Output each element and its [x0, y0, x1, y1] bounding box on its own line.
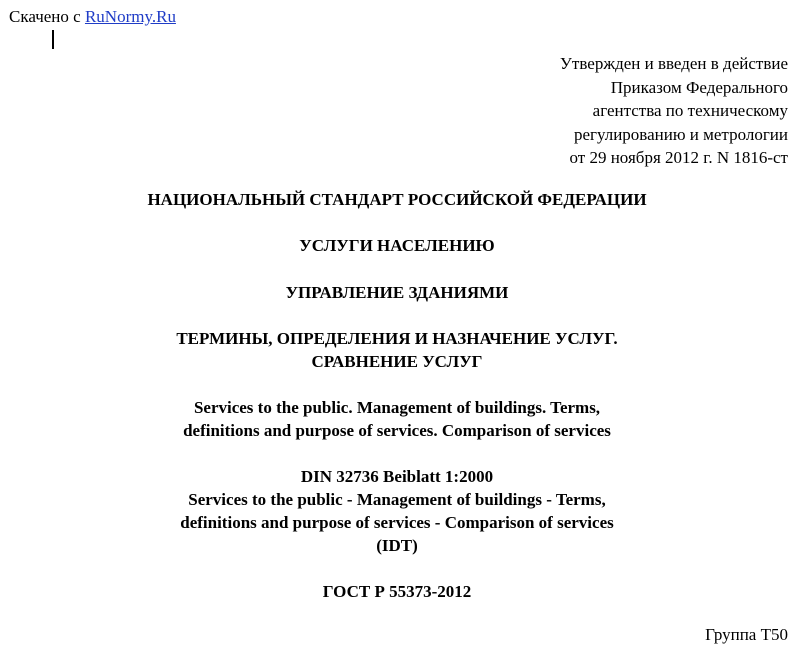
din-reference-line: definitions and purpose of services - Comparison of services	[180, 513, 614, 532]
subtitle-heading	[0, 281, 794, 304]
subject-heading	[0, 234, 794, 257]
english-title-line: Services to the public. Management of buildings. Terms,	[193, 398, 601, 417]
standard-type-text: НАЦИОНАЛЬНЫЙ СТАНДАРТ РОССИЙСКОЙ ФЕДЕРАЦИИ	[147, 190, 647, 209]
subtitle-text: УПРАВЛЕНИЕ ЗДАНИЯМИ	[285, 283, 509, 302]
document-title-line: ТЕРМИНЫ, ОПРЕДЕЛЕНИЯ И НАЗНАЧЕНИЕ УСЛУГ.	[176, 329, 618, 348]
gost-number	[0, 580, 794, 603]
din-reference	[0, 465, 794, 557]
document-title-line: СРАВНЕНИЕ УСЛУГ	[311, 352, 483, 371]
source-link[interactable]: RuNormy.Ru	[84, 7, 176, 26]
group-label: Группа Т50	[705, 625, 788, 644]
din-reference-line: (IDT)	[376, 536, 418, 555]
source-prefix: Скачено с	[9, 7, 81, 26]
din-reference-line: DIN 32736 Beiblatt 1:2000	[300, 467, 494, 486]
approval-line: регулированию и метрологии	[573, 124, 788, 144]
text-cursor	[52, 30, 54, 49]
approval-line: Утвержден и введен в действие	[559, 54, 788, 73]
english-title-line: definitions and purpose of services. Comparison of services	[183, 421, 611, 440]
din-reference-line: Services to the public - Management of buildings - Terms,	[188, 490, 606, 509]
subject-text: УСЛУГИ НАСЕЛЕНИЮ	[299, 236, 495, 255]
standard-type-heading	[0, 188, 794, 211]
approval-line: Приказом Федерального	[610, 77, 788, 97]
document-title	[0, 327, 794, 373]
source-line	[9, 7, 176, 27]
approval-block	[560, 52, 788, 170]
approval-line: агентства по техническому	[592, 101, 788, 120]
english-title	[0, 396, 794, 442]
approval-line: от 29 ноября 2012 г. N 1816-ст	[569, 148, 788, 167]
gost-number-text: ГОСТ Р 55373-2012	[322, 582, 472, 601]
